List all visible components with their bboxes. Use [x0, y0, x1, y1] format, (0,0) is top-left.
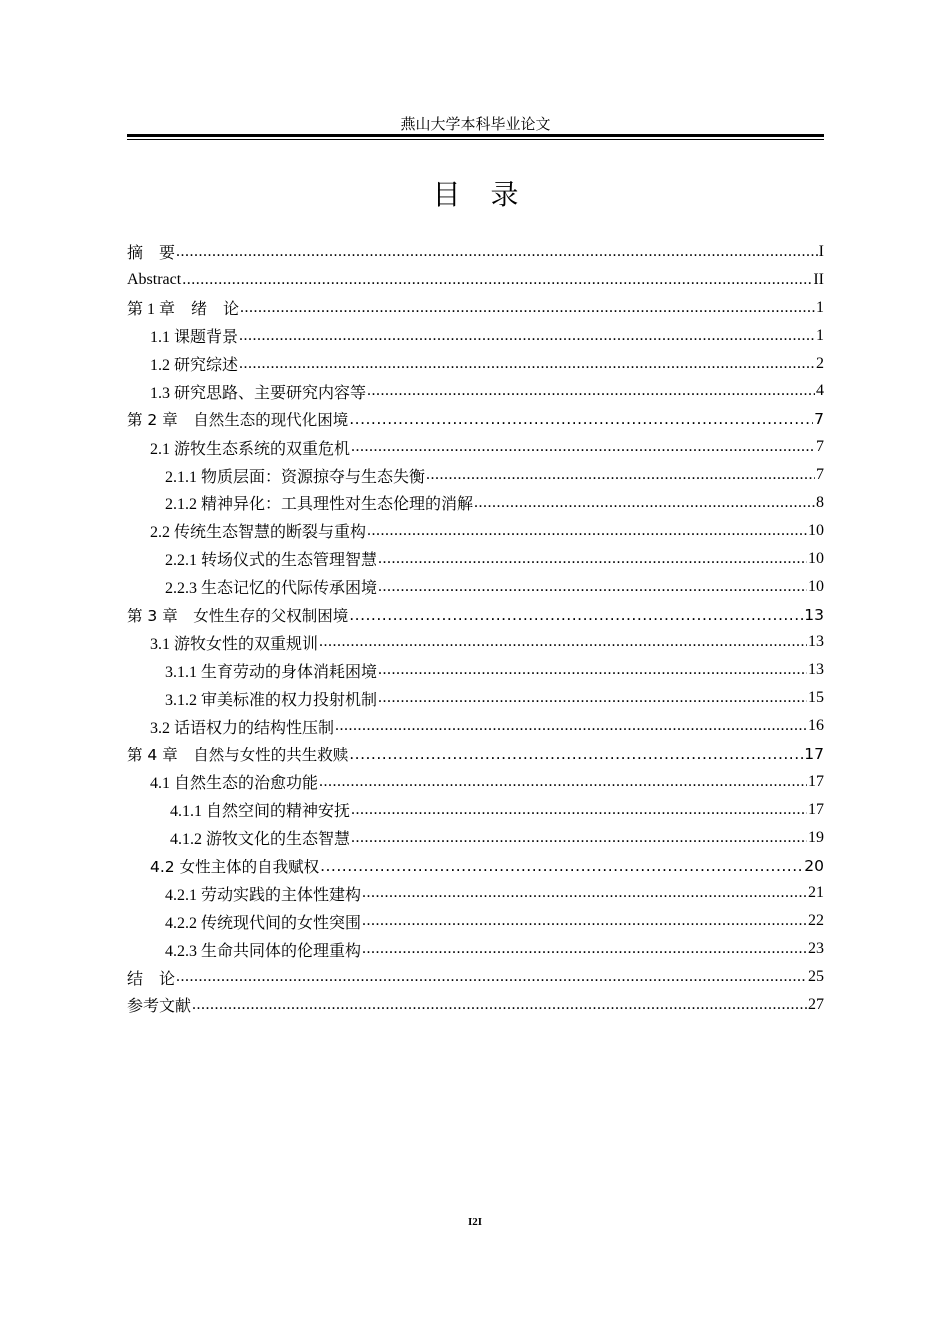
toc-leader-dots — [349, 410, 813, 428]
toc-entry-page: 13 — [808, 633, 824, 651]
toc-entry-label: 第 2 章 自然生态的现代化困境 — [127, 411, 349, 430]
toc-entry-label: 4.2 女性主体的自我赋权 — [150, 857, 320, 876]
header-rule-thick — [127, 134, 824, 137]
toc-leader-dots — [474, 494, 815, 512]
toc-entry-page: II — [813, 270, 824, 288]
toc-leader-dots — [426, 466, 815, 484]
toc-leader-dots — [349, 745, 803, 763]
toc-entry-page: 13 — [804, 605, 824, 624]
toc-leader-dots — [351, 801, 807, 819]
toc-entry-page: 20 — [804, 856, 824, 875]
toc-entry-page: 4 — [816, 382, 824, 400]
toc-entry-page: 1 — [816, 326, 824, 344]
toc-entry-page: 25 — [808, 968, 824, 986]
toc-entry[interactable] — [127, 517, 824, 545]
toc-entry-page: 22 — [808, 912, 824, 930]
toc-entry-page: 17 — [808, 772, 824, 790]
toc-entry-page: 10 — [808, 577, 824, 595]
toc-entry[interactable] — [127, 796, 824, 824]
toc-entry-page: 23 — [808, 940, 824, 958]
toc-entry[interactable] — [127, 405, 824, 433]
toc-entry-label: 1.2 研究综述 — [150, 357, 239, 374]
toc-entry-page: 7 — [816, 466, 824, 484]
toc-leader-dots — [239, 327, 815, 345]
toc-entry-label: 3.1.1 生育劳动的身体消耗困境 — [165, 663, 378, 681]
toc-entry[interactable] — [127, 601, 824, 629]
toc-leader-dots — [240, 299, 815, 317]
toc-entry[interactable] — [127, 266, 824, 294]
page-title: 目录 — [432, 178, 549, 211]
toc-entry-label: 4.1.1 自然空间的精神安抚 — [170, 803, 351, 821]
toc-leader-dots — [362, 940, 807, 958]
toc-leader-dots — [367, 382, 815, 400]
header-rule-thin — [127, 139, 824, 140]
toc-entry-page: 19 — [808, 828, 824, 846]
toc-entry-label: 4.1 自然生态的治愈功能 — [150, 775, 319, 793]
toc-entry[interactable] — [127, 740, 824, 768]
toc-leader-dots — [182, 271, 812, 289]
toc-leader-dots — [378, 578, 807, 596]
toc-entry-label: 3.2 话语权力的结构性压制 — [150, 719, 335, 737]
toc-leader-dots — [239, 355, 815, 373]
toc-entry-page: 1 — [816, 298, 824, 316]
toc-leader-dots — [378, 550, 807, 568]
toc-entry-label: 第 1 章 绪 论 — [127, 301, 240, 319]
toc-entry[interactable] — [127, 656, 824, 684]
toc-entry[interactable] — [127, 545, 824, 573]
toc-entry-label: 1.1 课题背景 — [150, 329, 239, 347]
toc-leader-dots — [320, 857, 803, 875]
toc-entry-page: 21 — [808, 884, 824, 902]
toc-leader-dots — [378, 689, 807, 707]
table-of-contents — [127, 238, 824, 1019]
toc-entry-page: 8 — [816, 493, 824, 511]
toc-leader-dots — [319, 633, 807, 651]
toc-entry-label: 2.1.2 精神异化：工具理性对生态伦理的消解 — [165, 496, 474, 514]
toc-entry[interactable] — [127, 768, 824, 796]
toc-entry-label: 2.1.1 物质层面：资源掠夺与生态失衡 — [165, 468, 426, 486]
toc-entry-label: 参考文献 — [127, 998, 192, 1016]
toc-entry-label: 结 论 — [127, 970, 176, 988]
toc-leader-dots — [362, 884, 807, 902]
toc-entry[interactable] — [127, 322, 824, 350]
toc-leader-dots — [367, 522, 807, 540]
toc-entry[interactable] — [127, 684, 824, 712]
toc-entry-label: 4.2.3 生命共同体的伦理重构 — [165, 942, 362, 960]
toc-leader-dots — [176, 243, 818, 261]
toc-entry-label: 2.2.3 生态记忆的代际传承困境 — [165, 580, 378, 598]
toc-entry-label: 2.1 游牧生态系统的双重危机 — [150, 440, 351, 458]
toc-leader-dots — [351, 438, 815, 456]
toc-entry-label: 第 3 章 女性生存的父权制困境 — [127, 606, 349, 625]
toc-leader-dots — [335, 717, 807, 735]
toc-entry-label: Abstract — [127, 270, 182, 288]
toc-entry[interactable] — [127, 489, 824, 517]
toc-entry[interactable] — [127, 628, 824, 656]
toc-entry[interactable] — [127, 461, 824, 489]
toc-entry-label: 2.2 传统生态智慧的断裂与重构 — [150, 524, 367, 542]
toc-entry[interactable] — [127, 991, 824, 1019]
toc-leader-dots — [351, 829, 807, 847]
toc-leader-dots — [378, 661, 807, 679]
toc-entry-page: 15 — [808, 689, 824, 707]
toc-entry[interactable] — [127, 963, 824, 991]
toc-entry-label: 4.2.2 传统现代间的女性突围 — [165, 914, 362, 932]
toc-entry[interactable] — [127, 573, 824, 601]
toc-entry[interactable] — [127, 350, 824, 378]
toc-entry-label: 3.1.2 审美标准的权力投射机制 — [165, 691, 378, 709]
toc-entry-page: 17 — [804, 744, 824, 763]
toc-leader-dots — [176, 968, 807, 986]
toc-entry-label: 4.1.2 游牧文化的生态智慧 — [170, 831, 351, 849]
toc-leader-dots — [319, 773, 807, 791]
toc-entry[interactable] — [127, 907, 824, 935]
toc-entry-page: 10 — [808, 521, 824, 539]
toc-entry-label: 4.2.1 劳动实践的主体性建构 — [165, 886, 362, 904]
toc-entry[interactable] — [127, 294, 824, 322]
toc-entry[interactable] — [127, 712, 824, 740]
toc-leader-dots — [349, 606, 803, 624]
toc-entry-page: 16 — [808, 717, 824, 735]
toc-entry-label: 2.2.1 转场仪式的生态管理智慧 — [165, 552, 378, 570]
toc-entry-label: 摘 要 — [127, 245, 176, 263]
toc-entry-page: 7 — [816, 438, 824, 456]
toc-entry-page: I — [818, 242, 824, 260]
toc-entry[interactable] — [127, 377, 824, 405]
toc-entry-page: 2 — [816, 354, 824, 372]
toc-entry[interactable] — [127, 238, 824, 266]
toc-entry-page: 7 — [814, 410, 824, 429]
toc-leader-dots — [362, 912, 807, 930]
toc-entry-label: 3.1 游牧女性的双重规训 — [150, 635, 319, 653]
toc-entry-label: 1.3 研究思路、主要研究内容等 — [150, 384, 367, 402]
toc-entry-page: 10 — [808, 549, 824, 567]
page-number: I2I — [467, 1216, 483, 1228]
toc-entry-page: 13 — [808, 661, 824, 679]
toc-entry-page: 17 — [808, 800, 824, 818]
toc-entry[interactable] — [127, 935, 824, 963]
toc-entry[interactable] — [127, 824, 824, 852]
toc-entry-label: 第 4 章 自然与女性的共生救赎 — [127, 745, 349, 764]
toc-entry[interactable] — [127, 433, 824, 461]
toc-entry[interactable] — [127, 879, 824, 907]
toc-leader-dots — [192, 996, 807, 1014]
toc-entry-page: 27 — [808, 995, 824, 1013]
toc-entry[interactable] — [127, 852, 824, 880]
running-header: 燕山大学本科毕业论文 — [400, 117, 551, 133]
